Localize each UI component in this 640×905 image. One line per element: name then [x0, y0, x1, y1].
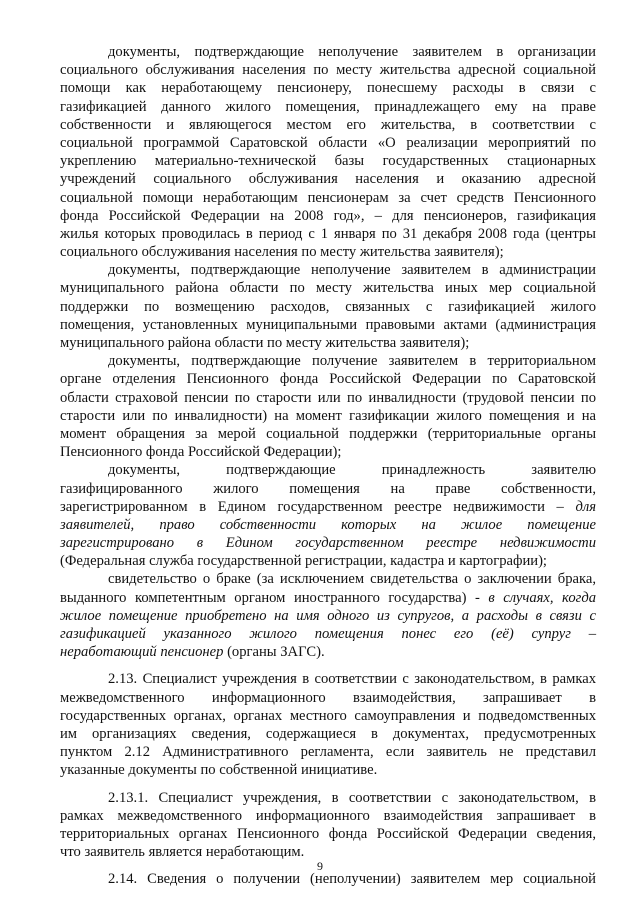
text-line: поддержки по возмещению расходов, связанных с газификацией жилого — [60, 298, 596, 315]
text-line: документы, подтверждающие неполучение заявителем в администрации — [108, 262, 596, 279]
text-line: газифицированного жилого помещения на праве собственности, — [60, 480, 596, 497]
text-line: документы, подтверждающие неполучение заявителем в организации — [108, 44, 596, 60]
text-line: что заявитель является неработающим. — [60, 844, 305, 861]
text-line: им организациях сведения, содержащиеся в документах, предусмотренных — [60, 725, 596, 742]
text-line: муниципального района области по месту жительства иных мер социальной — [60, 280, 596, 297]
text-line: социальной помощи неработающим пенсионерам за счет средств Пенсионного — [60, 189, 596, 206]
text-line: государственных органах, органах местного самоуправления и подведомственных — [60, 707, 596, 724]
text-line: пунктом 2.12 Административного регламента, если заявитель не представил — [60, 744, 596, 761]
text-line: газификацией данного жилого помещения, принадлежащего ему на праве — [60, 98, 596, 115]
text-line: выданного компетентным органом иностранного государства) - в случаях, когда — [60, 589, 596, 606]
text-line: муниципального района области по месту жительства заявителя); — [60, 335, 470, 351]
text-line: зарегистрированном в Едином государственном реестре недвижимости – для — [60, 498, 596, 515]
text-line: помещения, установленных муниципальными правовыми актами (администрация — [60, 316, 596, 333]
text-line: (Федеральная служба государственной регистрации, кадастра и картографии); — [60, 553, 547, 570]
text-line: газификацией указанного жилого помещения понес его (её) супруг – — [60, 626, 596, 642]
text-line: социальной программой Саратовской области «О реализации мероприятий по — [60, 134, 596, 151]
text-line: социального обслуживания населения по месту жительства адресной социальной — [60, 62, 596, 79]
text-line: жилое помещение приобретено на имя одного из супругов, а расходы в связи с — [60, 607, 596, 624]
text-line: межведомственного информационного взаимодействия, запрашивает в — [60, 689, 596, 706]
text-line: неработающий пенсионер (органы ЗАГС). — [60, 644, 325, 661]
text-line: 2.13. Специалист учреждения в соответствии с законодательством, в рамках — [108, 671, 596, 688]
text-line: момент обращения за мерой социальной поддержки (территориальные органы — [60, 425, 596, 442]
document-body — [60, 43, 596, 888]
text-line: рамках межведомственного информационного взаимодействия запрашивает в — [60, 807, 596, 824]
text-line: зарегистрировано в Едином государственном реестре недвижимости — [60, 535, 596, 552]
text-line: жилья которых проводилась в период с 1 января по 31 декабря 2008 года (центры — [60, 225, 596, 242]
text-line: укреплению материально-технической базы государственных стационарных — [60, 153, 596, 170]
text-line: документы, подтверждающие принадлежность заявителю — [108, 462, 596, 479]
text-line: документы, подтверждающие получение заявителем в территориальном — [108, 353, 596, 370]
text-line: учреждений социального обслуживания населения и оказанию адресной — [60, 171, 596, 188]
text-line: территориальных органах Пенсионного фонда Российской Федерации сведения, — [60, 825, 596, 842]
text-line: Пенсионного фонда Российской Федерации); — [60, 444, 342, 461]
text-line: заявителей, право собственности которых на жилое помещение — [60, 516, 596, 533]
text-line: помощи как неработающему пенсионеру, понесшему расходы в связи с — [60, 80, 596, 97]
text-line: старости или по инвалидности) на момент газификации жилого помещения и на — [60, 407, 596, 424]
text-line: 2.14. Сведения о получении (неполучении) заявителем мер социальной — [108, 871, 596, 888]
page-number: 9 — [317, 859, 323, 873]
text-line: органе отделения Пенсионного фонда Российской Федерации по Саратовской — [60, 371, 596, 388]
text-line: области страховой пенсии по старости или по инвалидности (трудовой пенсии по — [60, 389, 596, 406]
text-line: указанные документы по собственной инициативе. — [60, 762, 378, 779]
text-line: фонда Российской Федерации на 2008 год», – для пенсионеров, газификация — [60, 207, 596, 224]
text-line: социального обслуживания населения по месту жительства заявителя); — [60, 244, 504, 261]
text-line: свидетельство о браке (за исключением свидетельства о заключении брака, — [108, 571, 596, 588]
text-line: собственности и являющегося местом его жительства, в соответствии с — [60, 116, 596, 133]
text-line: 2.13.1. Специалист учреждения, в соответствии с законодательством, в — [108, 789, 596, 806]
